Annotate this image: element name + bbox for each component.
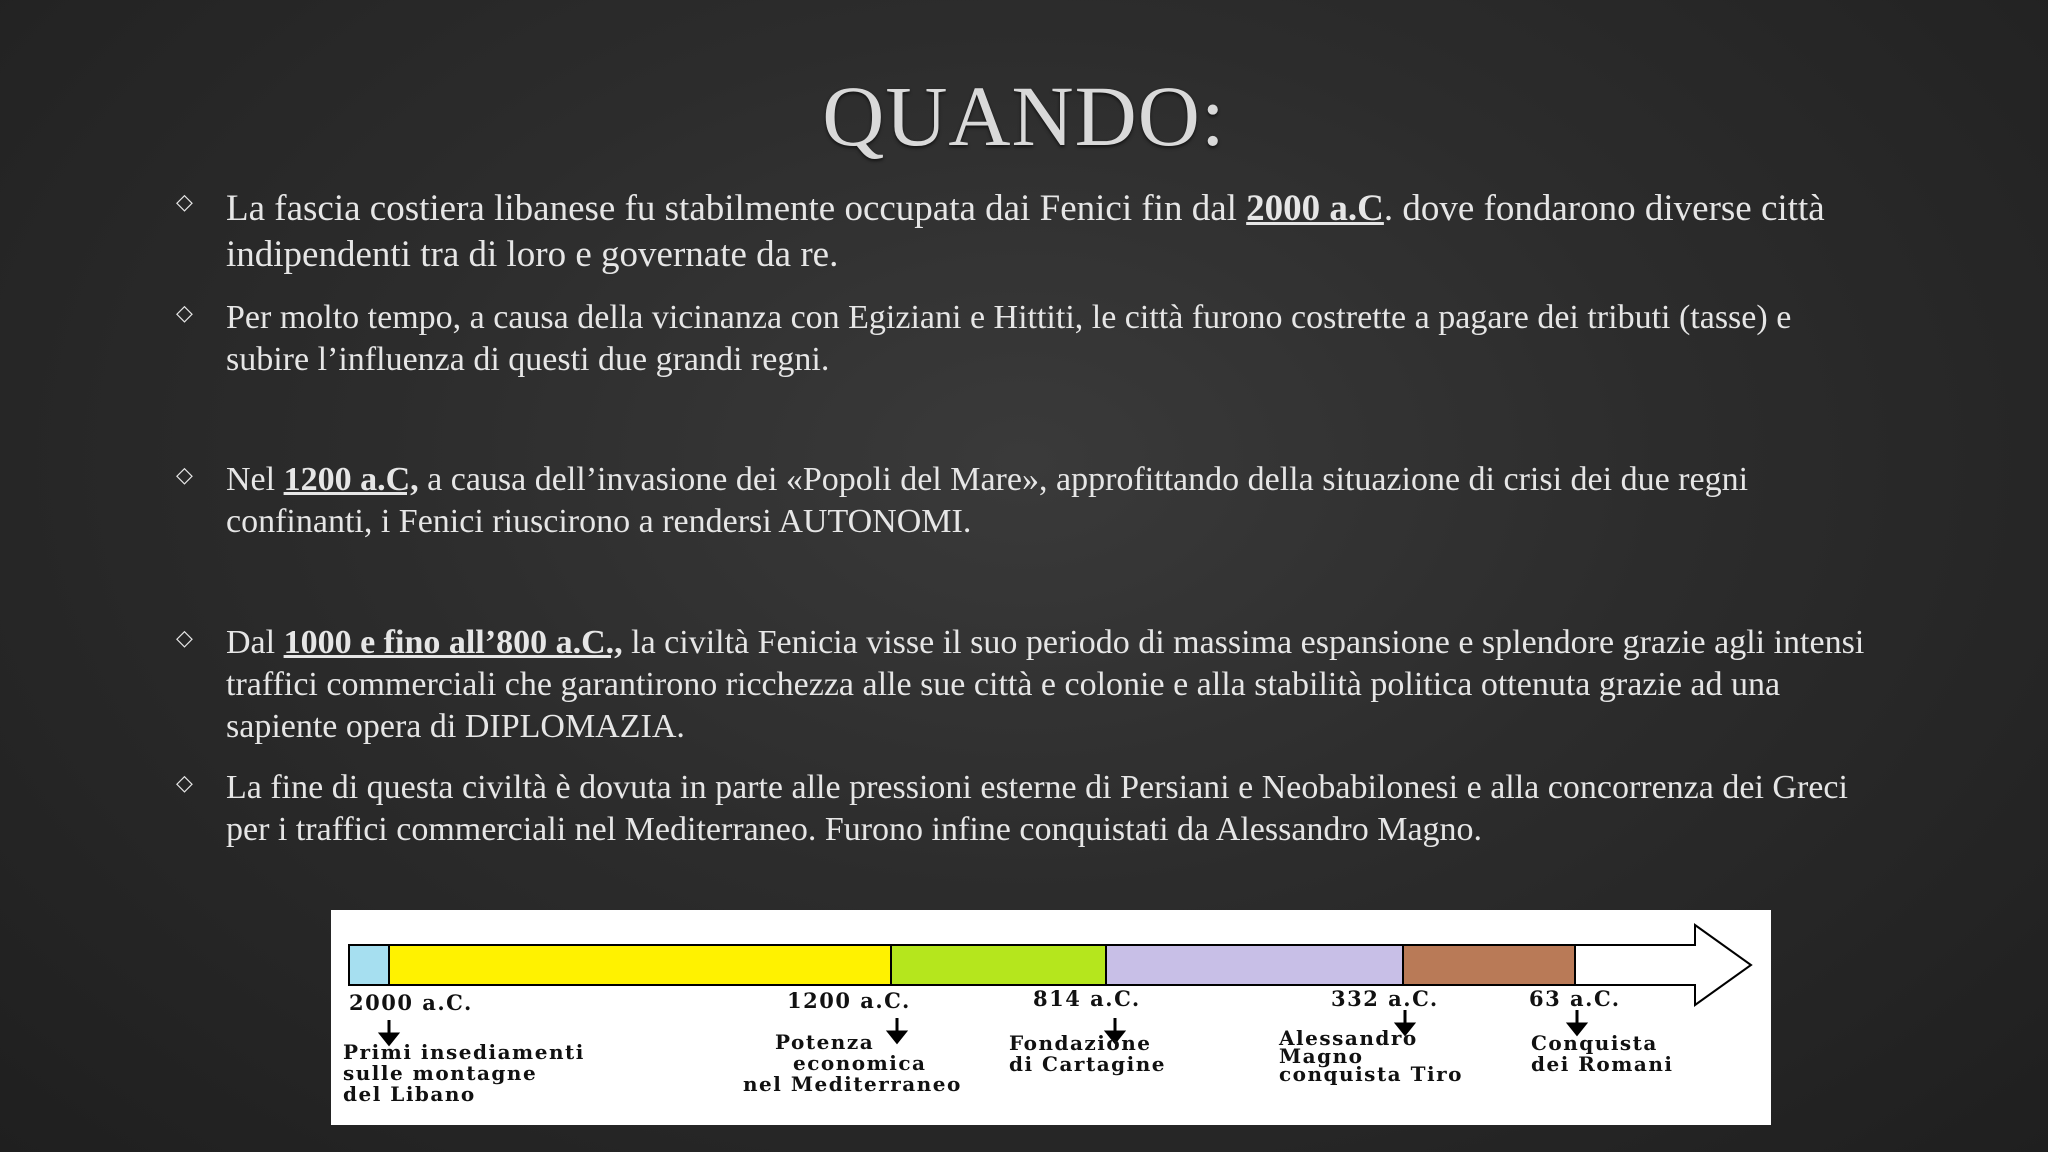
timeline-event-line: sulle montagne xyxy=(343,1061,538,1085)
timeline-event-line: conquista Tiro xyxy=(1279,1062,1463,1086)
timeline-event xyxy=(343,1042,585,1105)
bullet-text-part: La fascia costiera libanese fu stabilmente occupata dai Fenici fin dal xyxy=(226,188,1247,229)
bullet-text: La fine di questa civiltà è dovuta in parte alle pressioni esterne di Persiani e Neobabilonesi e alla concorrenza dei Greci per i traffici commerciali nel Mediterraneo. Furono infine conquistati da Alessandro Magno. xyxy=(226,769,1848,848)
bullet-date-highlight: 1200 a.C, xyxy=(283,461,419,498)
bullet-text: Per molto tempo, a causa della vicinanza con Egiziani e Hittiti, le città furono costrette a pagare dei tributi (tasse) e subire l’influenza di questi due grandi regni. xyxy=(226,299,1792,378)
timeline-date: 332 a.C. xyxy=(1331,986,1439,1011)
timeline-segment xyxy=(1106,945,1403,985)
diamond-bullet-icon: ◇ xyxy=(176,626,193,651)
bullet-date-highlight: 1000 e fino all’800 a.C., xyxy=(283,624,623,661)
timeline-event-line: Conquista xyxy=(1531,1031,1658,1055)
timeline-segment xyxy=(349,945,389,985)
timeline-event xyxy=(1279,1026,1463,1086)
bullet-text-part: . dove fondarono diverse città indipendenti tra di loro e governate da re. xyxy=(226,188,1825,275)
diamond-bullet-icon: ◇ xyxy=(176,771,193,796)
timeline-event-line: di Cartagine xyxy=(1009,1052,1167,1076)
bullet-date-highlight: 2000 a.C xyxy=(1246,188,1384,229)
timeline-event xyxy=(1531,1033,1674,1075)
timeline-event-line: nel Mediterraneo xyxy=(743,1072,962,1096)
timeline-event-line: Primi insediamenti xyxy=(343,1040,585,1064)
bullet-text-part: a causa dell’invasione dei «Popoli del Mare», approfittando della situazione di crisi dei due regni confinanti, i Fenici riuscirono a rendersi AUTONOMI. xyxy=(226,461,1749,540)
timeline-segment xyxy=(389,945,891,985)
timeline-event-line: del Libano xyxy=(343,1082,476,1106)
slide-title: QUANDO: xyxy=(822,68,1226,164)
bullet-text xyxy=(226,622,1866,748)
timeline-event-line: dei Romani xyxy=(1531,1052,1674,1076)
diamond-bullet-icon: ◇ xyxy=(176,301,193,326)
timeline-date: 1200 a.C. xyxy=(787,988,911,1013)
bullet-text xyxy=(226,186,1866,278)
timeline-event xyxy=(743,1032,1043,1095)
timeline-event-line: economica xyxy=(793,1051,927,1075)
timeline-segment xyxy=(891,945,1106,985)
timeline-date: 63 a.C. xyxy=(1529,986,1621,1011)
bullet-text-part: Dal xyxy=(226,624,284,661)
bullet-text xyxy=(226,459,1866,543)
timeline-event-line: Alessandro xyxy=(1279,1026,1418,1050)
timeline-event-line: Fondazione xyxy=(1009,1031,1152,1055)
timeline-date: 2000 a.C. xyxy=(349,990,473,1015)
bullet-text-part: la civiltà Fenicia visse il suo periodo di massima espansione e splendore grazie agli intensi traffici commerciali che garantirono ricchezza alle sue città e colonie e alla stabilità politica ottenuta grazie ad una sapiente opera di DIPLOMAZIA. xyxy=(226,624,1865,745)
diamond-bullet-icon: ◇ xyxy=(176,463,193,488)
diamond-bullet-icon: ◇ xyxy=(176,190,193,215)
timeline-date: 814 a.C. xyxy=(1033,986,1141,1011)
timeline-event-line: Potenza xyxy=(775,1030,875,1054)
bullet-text-part: Nel xyxy=(226,461,284,498)
timeline-image xyxy=(331,910,1771,1125)
timeline-segment xyxy=(1403,945,1575,985)
timeline-event xyxy=(1009,1033,1166,1075)
timeline-event-line: Magno xyxy=(1279,1044,1364,1068)
